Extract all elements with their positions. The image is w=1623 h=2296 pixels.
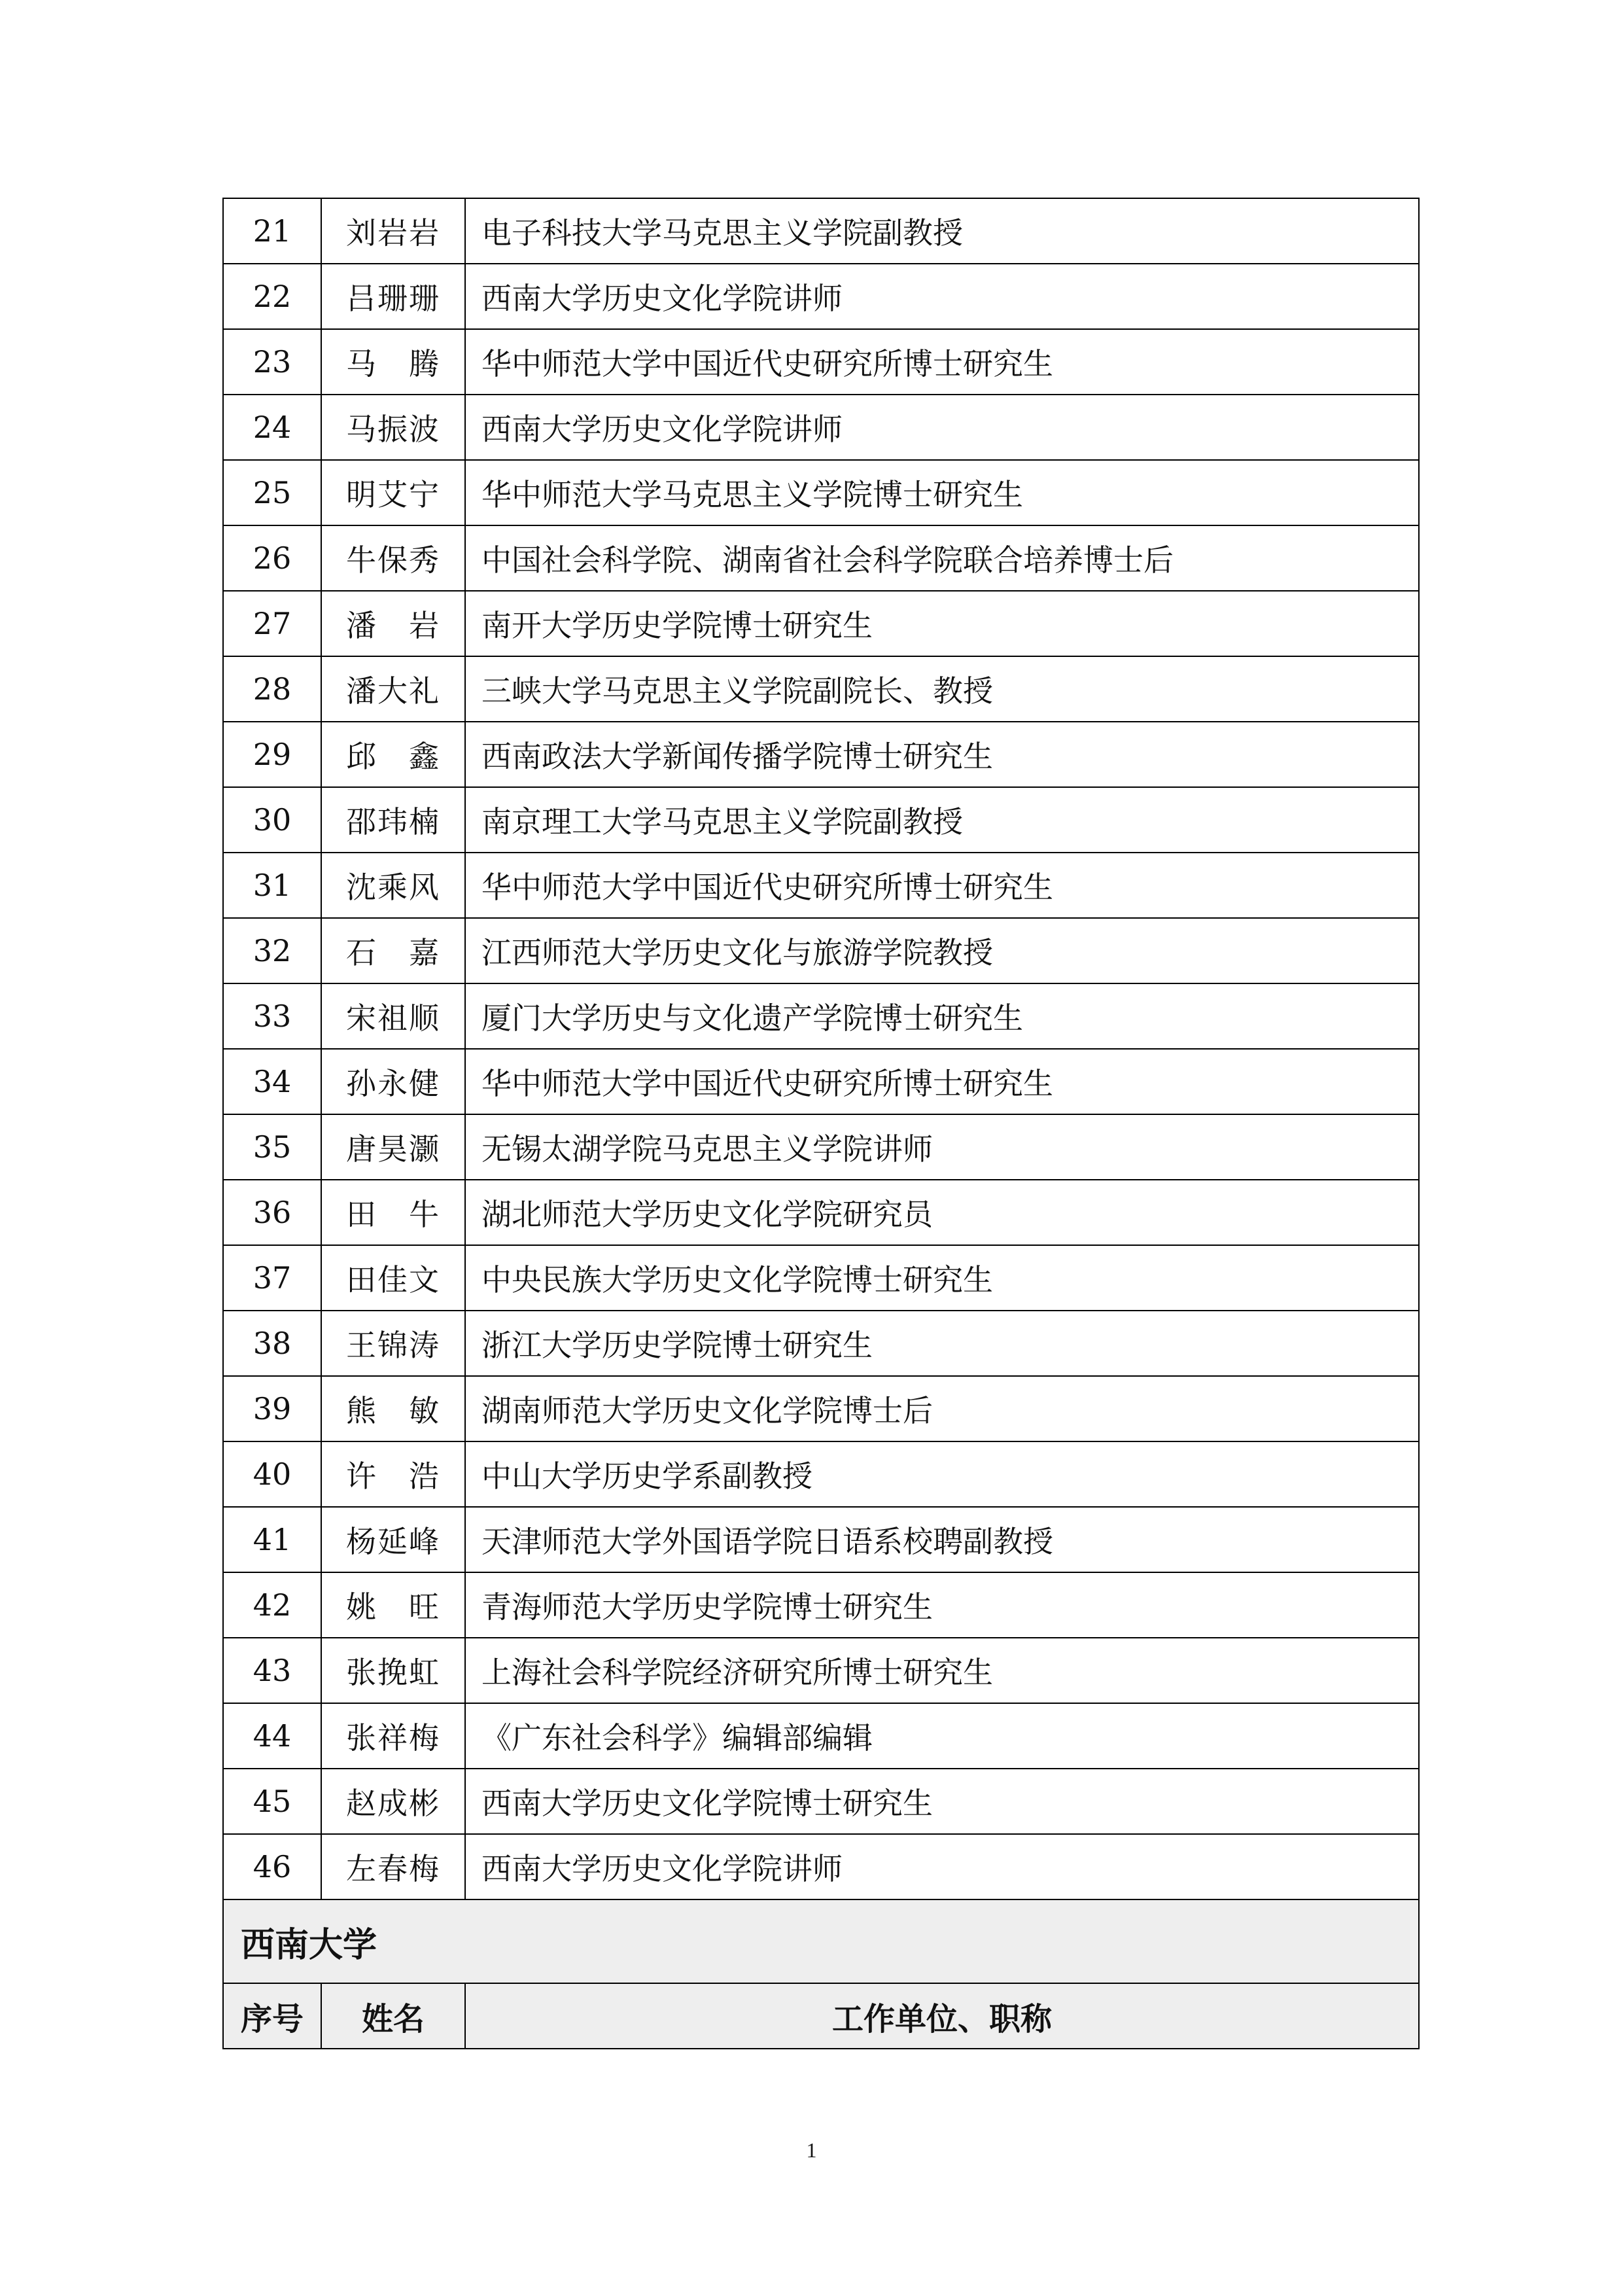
table-row [223,1769,1419,1834]
affiliation-cell: 湖北师范大学历史文化学院研究员 [465,1180,1419,1245]
name-cell: 唐昊灏 [321,1114,465,1180]
name-cell: 田 牛 [321,1180,465,1245]
header-serial-number: 序号 [223,1983,321,2049]
affiliation-cell: 无锡太湖学院马克思主义学院讲师 [465,1114,1419,1180]
serial-number-cell: 45 [223,1769,321,1834]
serial-number-cell: 23 [223,329,321,395]
serial-number-cell: 25 [223,460,321,525]
section-title: 西南大学 [223,1899,1419,1983]
serial-number-cell: 38 [223,1311,321,1376]
serial-number-cell: 39 [223,1376,321,1441]
serial-number-cell: 26 [223,525,321,591]
serial-number-cell: 31 [223,853,321,918]
table-row [223,853,1419,918]
table-row [223,722,1419,787]
serial-number-cell: 24 [223,395,321,460]
table-row [223,1114,1419,1180]
table-row [223,198,1419,264]
name-cell: 沈乘风 [321,853,465,918]
page-number: 1 [806,2138,817,2162]
serial-number-cell: 43 [223,1638,321,1703]
participant-table-body [223,198,1419,2049]
serial-number-cell: 32 [223,918,321,983]
affiliation-cell: 上海社会科学院经济研究所博士研究生 [465,1638,1419,1703]
header-name: 姓名 [321,1983,465,2049]
serial-number-cell: 27 [223,591,321,656]
name-cell: 邱 鑫 [321,722,465,787]
serial-number-cell: 40 [223,1441,321,1507]
affiliation-cell: 西南大学历史文化学院讲师 [465,1834,1419,1899]
table-row [223,1180,1419,1245]
name-cell: 王锦涛 [321,1311,465,1376]
affiliation-cell: 厦门大学历史与文化遗产学院博士研究生 [465,983,1419,1049]
name-cell: 张祥梅 [321,1703,465,1769]
name-cell: 潘 岩 [321,591,465,656]
name-cell: 邵玮楠 [321,787,465,853]
affiliation-cell: 《广东社会科学》编辑部编辑 [465,1703,1419,1769]
table-row [223,329,1419,395]
table-row [223,1507,1419,1572]
affiliation-cell: 湖南师范大学历史文化学院博士后 [465,1376,1419,1441]
serial-number-cell: 41 [223,1507,321,1572]
affiliation-cell: 华中师范大学中国近代史研究所博士研究生 [465,1049,1419,1114]
serial-number-cell: 36 [223,1180,321,1245]
affiliation-cell: 南京理工大学马克思主义学院副教授 [465,787,1419,853]
serial-number-cell: 22 [223,264,321,329]
table-row [223,1703,1419,1769]
affiliation-cell: 中山大学历史学系副教授 [465,1441,1419,1507]
serial-number-cell: 21 [223,198,321,264]
name-cell: 左春梅 [321,1834,465,1899]
name-cell: 明艾宁 [321,460,465,525]
section-title-row [223,1899,1419,1983]
affiliation-cell: 西南政法大学新闻传播学院博士研究生 [465,722,1419,787]
table-row [223,264,1419,329]
name-cell: 刘岩岩 [321,198,465,264]
name-cell: 宋祖顺 [321,983,465,1049]
name-cell: 吕珊珊 [321,264,465,329]
serial-number-cell: 30 [223,787,321,853]
affiliation-cell: 西南大学历史文化学院讲师 [465,395,1419,460]
table-row [223,591,1419,656]
serial-number-cell: 37 [223,1245,321,1311]
serial-number-cell: 28 [223,656,321,722]
affiliation-cell: 华中师范大学马克思主义学院博士研究生 [465,460,1419,525]
table-row [223,395,1419,460]
name-cell: 张挽虹 [321,1638,465,1703]
table-row [223,656,1419,722]
name-cell: 马 腾 [321,329,465,395]
affiliation-cell: 华中师范大学中国近代史研究所博士研究生 [465,853,1419,918]
name-cell: 熊 敏 [321,1376,465,1441]
table-row [223,1834,1419,1899]
affiliation-cell: 青海师范大学历史学院博士研究生 [465,1572,1419,1638]
table-row [223,1441,1419,1507]
serial-number-cell: 42 [223,1572,321,1638]
affiliation-cell: 中央民族大学历史文化学院博士研究生 [465,1245,1419,1311]
table-row [223,460,1419,525]
table-row [223,1638,1419,1703]
affiliation-cell: 南开大学历史学院博士研究生 [465,591,1419,656]
name-cell: 许 浩 [321,1441,465,1507]
affiliation-cell: 华中师范大学中国近代史研究所博士研究生 [465,329,1419,395]
affiliation-cell: 天津师范大学外国语学院日语系校聘副教授 [465,1507,1419,1572]
serial-number-cell: 44 [223,1703,321,1769]
name-cell: 赵成彬 [321,1769,465,1834]
name-cell: 马振波 [321,395,465,460]
name-cell: 石 嘉 [321,918,465,983]
table-row [223,983,1419,1049]
header-affiliation-title: 工作单位、职称 [465,1983,1419,2049]
affiliation-cell: 浙江大学历史学院博士研究生 [465,1311,1419,1376]
affiliation-cell: 西南大学历史文化学院博士研究生 [465,1769,1419,1834]
affiliation-cell: 三峡大学马克思主义学院副院长、教授 [465,656,1419,722]
table-row [223,1376,1419,1441]
serial-number-cell: 33 [223,983,321,1049]
table-row [223,525,1419,591]
name-cell: 牛保秀 [321,525,465,591]
affiliation-cell: 江西师范大学历史文化与旅游学院教授 [465,918,1419,983]
name-cell: 杨延峰 [321,1507,465,1572]
table-row [223,1049,1419,1114]
participant-table [222,198,1420,2049]
name-cell: 潘大礼 [321,656,465,722]
serial-number-cell: 34 [223,1049,321,1114]
affiliation-cell: 中国社会科学院、湖南省社会科学院联合培养博士后 [465,525,1419,591]
affiliation-cell: 西南大学历史文化学院讲师 [465,264,1419,329]
table-row [223,787,1419,853]
affiliation-cell: 电子科技大学马克思主义学院副教授 [465,198,1419,264]
serial-number-cell: 29 [223,722,321,787]
table-row [223,1572,1419,1638]
serial-number-cell: 35 [223,1114,321,1180]
table-row [223,1311,1419,1376]
serial-number-cell: 46 [223,1834,321,1899]
name-cell: 孙永健 [321,1049,465,1114]
name-cell: 田佳文 [321,1245,465,1311]
name-cell: 姚 旺 [321,1572,465,1638]
table-row [223,918,1419,983]
table-row [223,1245,1419,1311]
column-header-row [223,1983,1419,2049]
